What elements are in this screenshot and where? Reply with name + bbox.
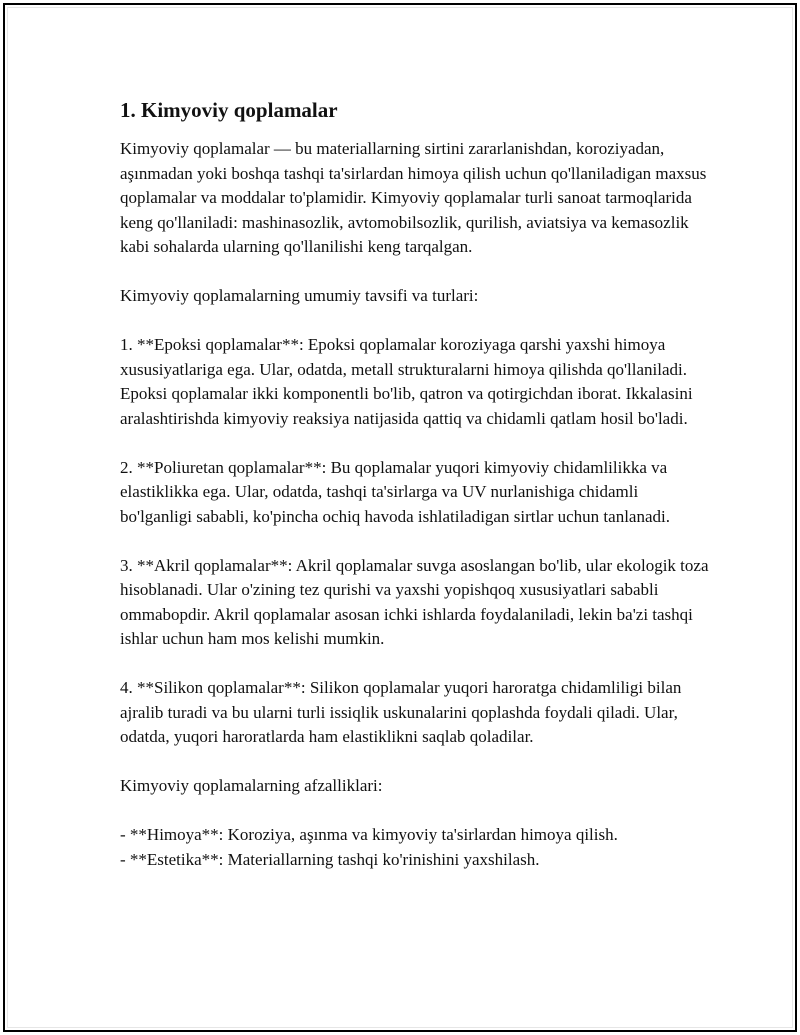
type-akril-paragraph: 3. **Akril qoplamalar**: Akril qoplamalar suvga asoslangan bo'lib, ular ekologik toza hisoblanadi. Ular o'zining tez qurishi va yaxshi yopishqoq xususiyatlari sababli ommabopdir. Akril qoplamalar asosan ichki ishlarda foydalaniladi, lekin ba'zi tashqi ishlar uchun ham mos kelishi mumkin. xyxy=(120,555,709,648)
document-page xyxy=(3,3,797,1032)
section-title: 1. Kimyoviy qoplamalar xyxy=(120,98,338,122)
type-epoksi-paragraph: 1. **Epoksi qoplamalar**: Epoksi qoplamalar koroziyaga qarshi yaxshi himoya xususiyatlariga ega. Ular, odatda, metall strukturalarni himoya qilishda qo'llaniladi. Epoksi qoplamalar ikki komponentli bo'lib, qatron va qotirgichdan iborat. Ikkalasini aralashtirishda kimyoviy reaksiya natijasida qattiq va chidamli qatlam hosil bo'ladi. xyxy=(120,335,693,428)
types-heading: Kimyoviy qoplamalarning umumiy tavsifi va turlari: xyxy=(120,286,479,305)
type-poliuretan-paragraph: 2. **Poliuretan qoplamalar**: Bu qoplamalar yuqori kimyoviy chidamlilikka va elastiklikka ega. Ular, odatda, tashqi ta'sirlarga va UV nurlanishiga chidamli bo'lganligi sababli, ko'pincha ochiq havoda ishlatiladigan sirtlar uchun tanlanadi. xyxy=(120,457,670,526)
advantage-estetika-item: - **Estetika**: Materiallarning tashqi ko'rinishini yaxshilash. xyxy=(120,849,540,869)
advantages-list xyxy=(120,823,710,872)
intro-paragraph: Kimyoviy qoplamalar — bu materiallarning sirtini zararlanishdan, koroziyadan, aşınmadan yoki boshqa tashqi ta'sirlardan himoya qilish uchun qo'llaniladigan maxsus qoplamalar va moddalar to'plamidir. Kimyoviy qoplamalar turli sanoat tarmoqlarida keng qo'llaniladi: mashinasozlik, avtomobilsozlik, qurilish, aviatsiya va kemasozlik kabi sohalarda ularning qo'llanilishi keng tarqalgan. xyxy=(120,139,707,256)
type-silikon-paragraph: 4. **Silikon qoplamalar**: Silikon qoplamalar yuqori haroratga chidamliligi bilan ajralib turadi va bu ularni turli issiqlik uskunalarini qoplashda foydali qiladi. Ular, odatda, yuqori haroratlarda ham elastiklikni saqlab qoladilar. xyxy=(120,678,682,746)
advantage-himoya-item: - **Himoya**: Koroziya, aşınma va kimyoviy ta'sirlardan himoya qilish. xyxy=(120,825,618,844)
advantages-heading: Kimyoviy qoplamalarning afzalliklari: xyxy=(120,776,383,795)
document-body xyxy=(120,97,710,872)
